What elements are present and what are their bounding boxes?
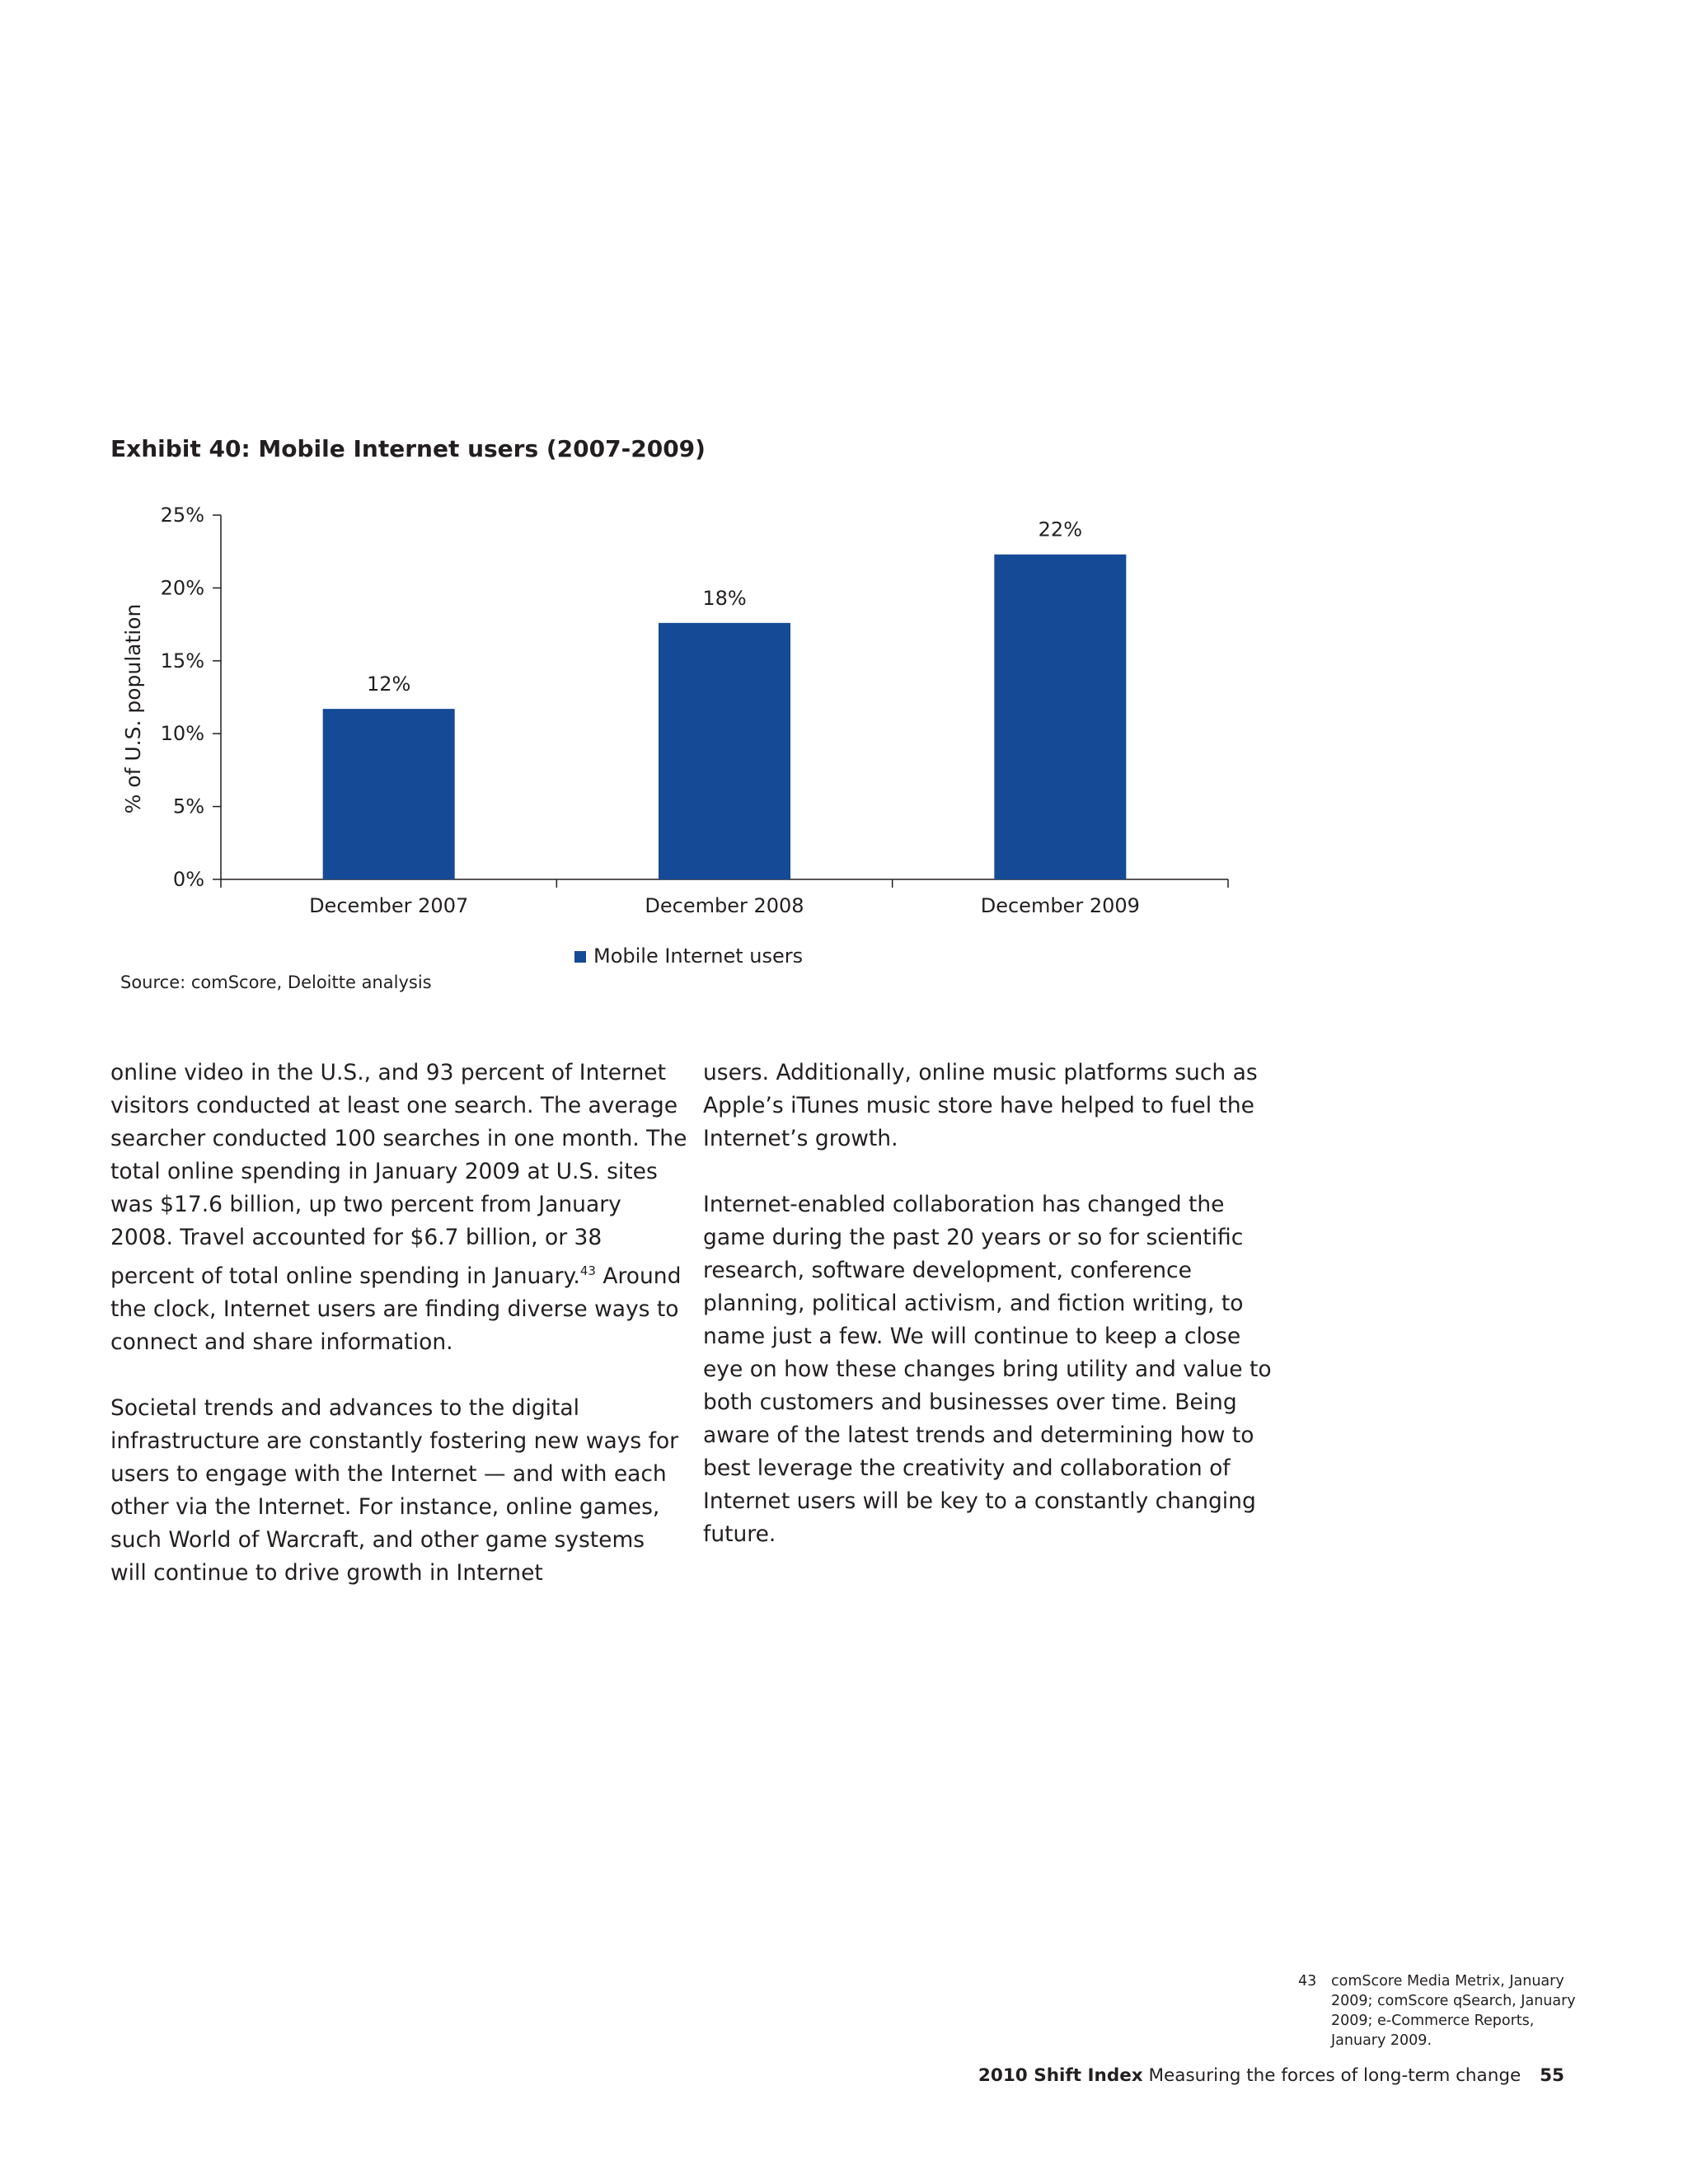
bar: [994, 555, 1126, 879]
y-tick-label: 15%: [160, 649, 204, 673]
y-tick-label: 10%: [160, 722, 204, 746]
bar: [323, 709, 455, 879]
bar-chart: [0, 494, 1286, 972]
legend-swatch: [574, 951, 586, 963]
data-label: 22%: [1038, 518, 1083, 541]
footer-tagline: Measuring the forces of long-term change: [1148, 2065, 1522, 2086]
footnote-reference[interactable]: 43: [579, 1263, 596, 1278]
page-number: 55: [1540, 2065, 1564, 2086]
footnote: [1298, 1971, 1578, 2050]
x-tick-label: December 2009: [980, 894, 1140, 917]
data-label: 18%: [702, 586, 747, 610]
paragraph: Internet-enabled collaboration has changed the game during the past 20 years or so for scientific research, software development, conference planning, political activism, and fiction writing, to name just a few. We will continue to keep a close eye on how these changes bring utility and value to both customers and businesses over time. Being aware of the latest trends and determining how to best leverage the creativity and collaboration of Internet users will be key to a constantly changing future.: [703, 1192, 1272, 1547]
footnote-text: comScore Media Metrix, January 2009; comScore qSearch, January 2009; e-Commerce Reports, January 2009.: [1331, 1973, 1576, 2049]
x-axis: [221, 879, 1228, 917]
y-tick-label: 5%: [172, 794, 204, 818]
y-tick-label: 25%: [160, 504, 204, 527]
y-axis: [161, 504, 221, 891]
body-column-left: [110, 1057, 687, 1623]
y-tick-label: 0%: [172, 868, 204, 891]
footer-brand: 2010 Shift Index: [978, 2065, 1143, 2086]
body-column-right: [703, 1057, 1280, 1584]
running-footer: [978, 2065, 1564, 2086]
data-label: 12%: [366, 673, 411, 696]
x-tick-label: December 2007: [309, 894, 469, 917]
y-axis-title: % of U.S. population: [121, 603, 145, 814]
paragraph: Societal trends and advances to the digital infrastructure are constantly fostering new ways for users to engage with the Internet — and with each other via the Internet. For instance, online games, such World of Warcraft, and other game systems will continue to drive growth in Internet: [110, 1394, 679, 1586]
x-tick-label: December 2008: [645, 894, 804, 917]
paragraph: online video in the U.S., and 93 percent of Internet visitors conducted at least one search. The average searcher conducted 100 searches in one month. The total online spending in January 2009 at U.S. sites was $17.6 billion, up two percent from January 2008. Travel accounted for $6.7 billion, or 38 percent of total online spending in January.$^{43}$ Around the clock, Internet users are finding diverse ways to connect and share information.: [110, 1060, 687, 1355]
footnote-number: 43: [1298, 1973, 1317, 1990]
exhibit-title: Exhibit 40: Mobile Internet users (2007-2009): [110, 435, 706, 462]
legend-label: Mobile Internet users: [593, 944, 804, 968]
bar: [659, 623, 790, 879]
chart-source: Source: comScore, Deloitte analysis: [120, 972, 432, 992]
legend: [574, 944, 803, 968]
paragraph: users. Additionally, online music platforms such as Apple’s iTunes music store have helped to fuel the Internet’s growth.: [703, 1060, 1258, 1151]
y-tick-label: 20%: [160, 576, 204, 600]
